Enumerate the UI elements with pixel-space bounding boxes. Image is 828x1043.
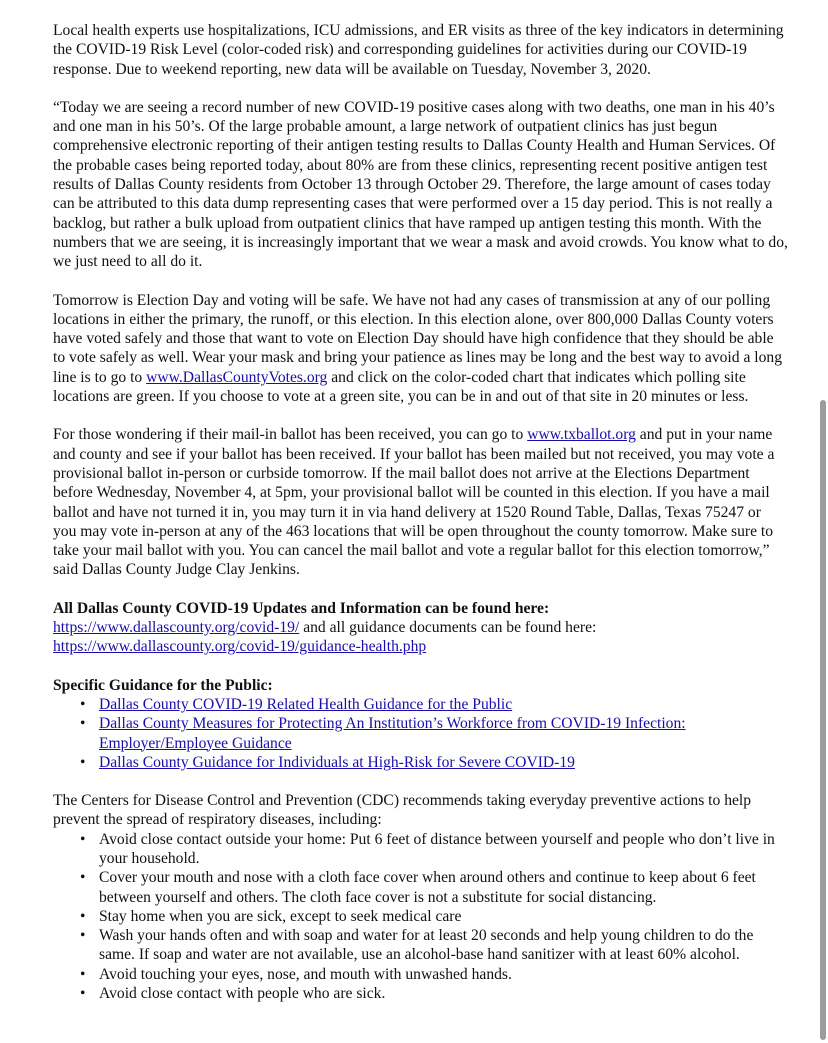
vertical-scrollbar[interactable]: [820, 400, 826, 1040]
guidance-high-risk-link[interactable]: Dallas County Guidance for Individuals at High-Risk for Severe COVID-19: [99, 753, 575, 771]
election-paragraph: [53, 291, 788, 407]
updates-heading: All Dallas County COVID-19 Updates and Information can be found here:: [53, 599, 550, 617]
election-text-before: Tomorrow is Election Day and voting will be safe. We have not had any cases of transmission at any of our polling locations in either the primary, the runoff, or this election. In this election alone, over 800,000 Dallas County voters have voted safely and those that want to vote on Election Day should have high confidence that they should be able to vote safely as well. Wear your mask and bring your patience as lines may be long and the best way to avoid a long line is to go to: [53, 291, 782, 386]
guidance-link-line: [53, 637, 788, 656]
mail-text-before: For those wondering if their mail-in ballot has been received, you can go to: [53, 426, 528, 444]
list-item: [53, 907, 788, 926]
list-item: [53, 695, 788, 714]
guidance-workforce-link[interactable]: Dallas County Measures for Protecting An Institution’s Workforce from COVID-19 Infection: Employer/Employee Guidance: [99, 715, 686, 752]
bullet-icon: •: [80, 907, 86, 925]
bullet-icon: •: [80, 985, 86, 1003]
dallascountyvotes-link[interactable]: www.DallasCountyVotes.org: [146, 368, 328, 386]
mail-text-after: and put in your name and county and see if your ballot has been received. If your ballot has been mailed but not received, you may vote a provisional ballot in-person or curbside tomorrow. If the mail ballot does not arrive at the Elections Department before Wednesday, November 4, at 5pm, your provisional ballot will be counted in this election. If you have a mail ballot and have not turned it in, you may turn it in via hand delivery at 1520 Round Table, Dallas, Texas 75247 or you may vote in-person at any of the 463 locations that will be open throughout the county tomorrow. Make sure to take your mail ballot with you. You can cancel the mail ballot and vote a regular ballot for this election tomorrow,” said Dallas County Judge Clay Jenkins.: [53, 426, 775, 579]
quote-paragraph: “Today we are seeing a record number of new COVID-19 positive cases along with two deaths, one man in his 40’s and one man in his 50’s. Of the large probable amount, a large network of outpatient clinics has just begun comprehensive electronic reporting of their antigen testing results to Dallas County Health and Human Services. Of the probable cases being reported today, about 80% are from these clinics, representing recent positive antigen test results of Dallas County residents from October 13 through October 29. Therefore, the large amount of cases today can be attributed to this data dump representing cases that were performed over a 15 day period. This is not really a backlog, but rather a bulk upload from outpatient clinics that have ramped up antigen testing this month. With the numbers that we are seeing, it is increasingly important that we wear a mask and avoid crowds. You know what to do, we just need to all do it.: [53, 98, 788, 271]
list-item: [53, 714, 788, 753]
cdc-item-text: Avoid close contact outside your home: Put 6 feet of distance between yourself and people who don’t live in your household.: [99, 830, 775, 867]
list-item: [53, 868, 788, 907]
updates-middle-text: and all guidance documents can be found here:: [299, 619, 597, 637]
bullet-icon: •: [80, 715, 86, 733]
bullet-icon: •: [80, 830, 86, 848]
list-item: [53, 753, 788, 772]
list-item: [53, 830, 788, 869]
cdc-item-text: Avoid close contact with people who are sick.: [99, 985, 386, 1003]
cdc-intro: The Centers for Disease Control and Prevention (CDC) recommends taking everyday preventive actions to help prevent the spread of respiratory diseases, including:: [53, 792, 752, 829]
cdc-list: [53, 830, 788, 1004]
txballot-link[interactable]: www.txballot.org: [527, 426, 636, 444]
list-item: [53, 926, 788, 965]
guidance-list: [53, 695, 788, 772]
cdc-item-text: Cover your mouth and nose with a cloth face cover when around others and continue to keep about 6 feet between yourself and others. The cloth face cover is not a substitute for social distancing.: [99, 869, 756, 906]
cdc-section: [53, 791, 788, 1003]
cdc-item-text: Stay home when you are sick, except to seek medical care: [99, 907, 462, 925]
cdc-item-text: Avoid touching your eyes, nose, and mouth with unwashed hands.: [99, 965, 512, 983]
updates-section: [53, 599, 788, 657]
guidance-public-link[interactable]: Dallas County COVID-19 Related Health Guidance for the Public: [99, 695, 513, 713]
bullet-icon: •: [80, 927, 86, 945]
bullet-icon: •: [80, 869, 86, 887]
cdc-item-text: Wash your hands often and with soap and water for at least 20 seconds and help young children to do the same. If soap and water are not available, use an alcohol-base hand sanitizer with at least 60% alcohol.: [99, 927, 754, 964]
covid-updates-link[interactable]: https://www.dallascounty.org/covid-19/: [53, 619, 300, 637]
updates-links-line: [53, 618, 788, 637]
risk-level-paragraph: Local health experts use hospitalizations, ICU admissions, and ER visits as three of the key indicators in determining the COVID-19 Risk Level (color-coded risk) and corresponding guidelines for activities during our COVID-19 response. Due to weekend reporting, new data will be available on Tuesday, November 3, 2020.: [53, 22, 784, 78]
bullet-icon: •: [80, 753, 86, 771]
list-item: [53, 965, 788, 984]
bullet-icon: •: [80, 695, 86, 713]
guidance-health-link[interactable]: https://www.dallascounty.org/covid-19/guidance-health.php: [53, 638, 427, 656]
election-text-after: and click on the color-coded chart that indicates which polling site locations are green. If you choose to vote at a green site, you can be in and out of that site in 20 minutes or less.: [53, 368, 749, 406]
bullet-icon: •: [80, 965, 86, 983]
guidance-section: [53, 676, 788, 772]
document-page: [53, 21, 788, 1003]
mail-ballot-paragraph: [53, 425, 788, 579]
list-item: [53, 984, 788, 1003]
guidance-heading: Specific Guidance for the Public:: [53, 676, 273, 694]
